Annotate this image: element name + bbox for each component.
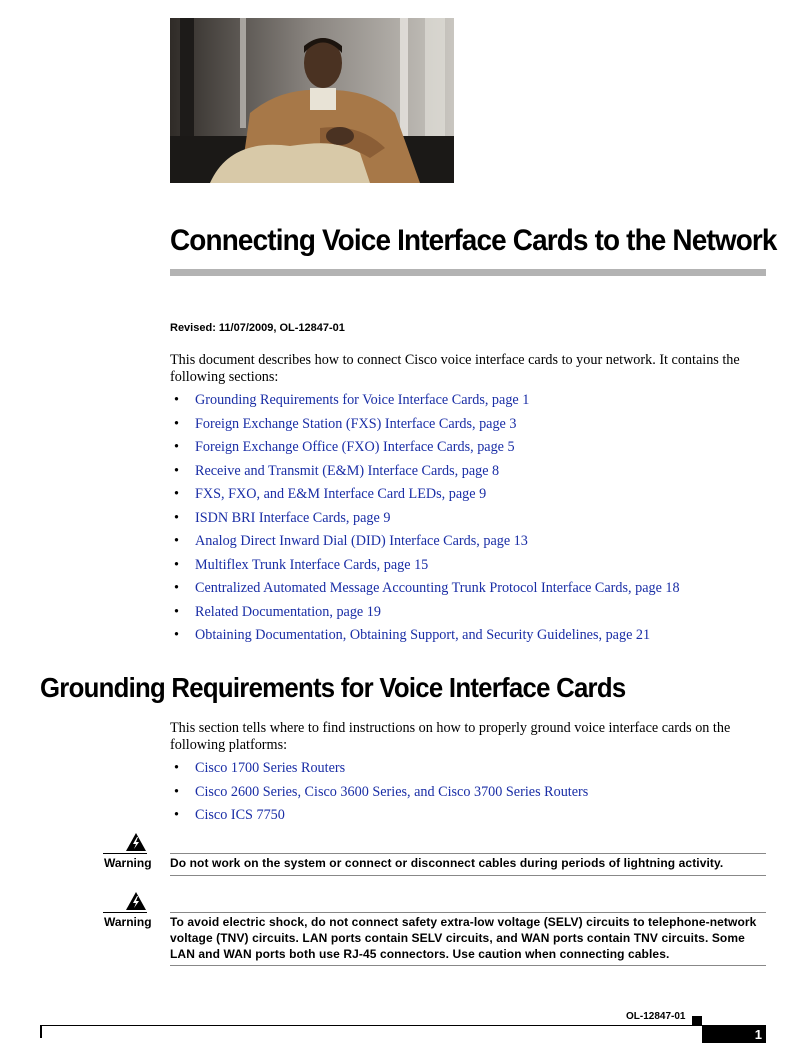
list-item[interactable]	[170, 807, 588, 831]
list-item[interactable]	[170, 416, 680, 440]
revision-note: Revised: 11/07/2009, OL-12847-01	[170, 322, 345, 334]
warning-label-rule	[103, 853, 147, 854]
list-item[interactable]	[170, 557, 680, 581]
list-item[interactable]	[170, 439, 680, 463]
bullet: •	[174, 533, 179, 549]
platform-link[interactable]: Cisco 1700 Series Routers	[195, 760, 346, 776]
list-item[interactable]	[170, 784, 588, 808]
bullet: •	[174, 392, 179, 408]
section-link[interactable]: FXS, FXO, and E&M Interface Card LEDs, page 9	[195, 486, 487, 502]
section-link[interactable]: Receive and Transmit (E&M) Interface Cards, page 8	[195, 462, 500, 479]
footer-doc-id: OL-12847-01	[626, 1011, 686, 1022]
warning-bottom-rule	[170, 965, 766, 966]
warning-text: To avoid electric shock, do not connect safety extra-low voltage (SELV) circuits to telephone-network voltage (TNV) circuits. LAN ports contain SELV circuits, and WAN ports contain TNV circuits. Some LAN and WAN ports both use RJ-45 connectors. Use caution when connecting cables.	[170, 915, 757, 961]
bullet: •	[174, 760, 179, 776]
footer-rule	[40, 1025, 766, 1026]
bullet: •	[174, 486, 179, 502]
list-item[interactable]	[170, 392, 680, 416]
section-link[interactable]: Foreign Exchange Station (FXS) Interface Cards, page 3	[195, 415, 517, 432]
list-item[interactable]	[170, 463, 680, 487]
section-link[interactable]: Related Documentation, page 19	[195, 603, 381, 620]
bullet: •	[174, 439, 179, 455]
warning-icon	[125, 891, 147, 911]
list-item[interactable]	[170, 533, 680, 557]
warning-label: Warning	[104, 856, 152, 870]
cover-photo	[170, 18, 454, 183]
bullet: •	[174, 627, 179, 643]
bullet: •	[174, 807, 179, 823]
warning-bottom-rule	[170, 875, 766, 876]
list-item[interactable]	[170, 627, 680, 651]
list-item[interactable]	[170, 510, 680, 534]
section-link[interactable]: Analog Direct Inward Dial (DID) Interface Cards, page 13	[195, 533, 528, 549]
section-link[interactable]: Foreign Exchange Office (FXO) Interface Cards, page 5	[195, 439, 515, 455]
warning-text: Do not work on the system or connect or disconnect cables during periods of lightning activity.	[170, 856, 724, 870]
warning-label-rule	[103, 912, 147, 913]
list-item[interactable]	[170, 580, 680, 604]
section-link[interactable]: Centralized Automated Message Accounting Trunk Protocol Interface Cards, page 18	[195, 580, 680, 596]
section-list	[170, 392, 680, 651]
bullet: •	[174, 509, 179, 526]
list-item[interactable]	[170, 760, 588, 784]
section-link[interactable]: Multiflex Trunk Interface Cards, page 15	[195, 556, 429, 573]
page-number: 1	[702, 1026, 766, 1043]
section-link[interactable]: Obtaining Documentation, Obtaining Support, and Security Guidelines, page 21	[195, 627, 651, 643]
title-rule	[170, 269, 766, 276]
warning-icon	[125, 832, 147, 852]
bullet: •	[174, 783, 179, 800]
warning-top-rule	[170, 853, 766, 854]
grounding-intro: This section tells where to find instructions on how to properly ground voice interface cards on the following platforms:	[170, 720, 731, 753]
warning-top-rule	[170, 912, 766, 913]
platform-list	[170, 760, 588, 831]
platform-link[interactable]: Cisco ICS 7750	[195, 807, 285, 823]
intro-paragraph: This document describes how to connect Cisco voice interface cards to your network. It contains the following sections:	[170, 352, 740, 385]
footer-tick	[40, 1025, 42, 1038]
bullet: •	[174, 580, 179, 596]
warning-label: Warning	[104, 915, 152, 929]
section-link[interactable]: Grounding Requirements for Voice Interface Cards, page 1	[195, 392, 530, 408]
bullet: •	[174, 415, 179, 432]
list-item[interactable]	[170, 486, 680, 510]
section-link[interactable]: ISDN BRI Interface Cards, page 9	[195, 509, 391, 526]
bullet: •	[174, 603, 179, 620]
page-title: Connecting Voice Interface Cards to the Network	[170, 224, 777, 257]
section-heading: Grounding Requirements for Voice Interface Cards	[40, 672, 626, 703]
bullet: •	[174, 556, 179, 573]
bullet: •	[174, 462, 179, 479]
list-item[interactable]	[170, 604, 680, 628]
platform-link[interactable]: Cisco 2600 Series, Cisco 3600 Series, and Cisco 3700 Series Routers	[195, 783, 589, 800]
